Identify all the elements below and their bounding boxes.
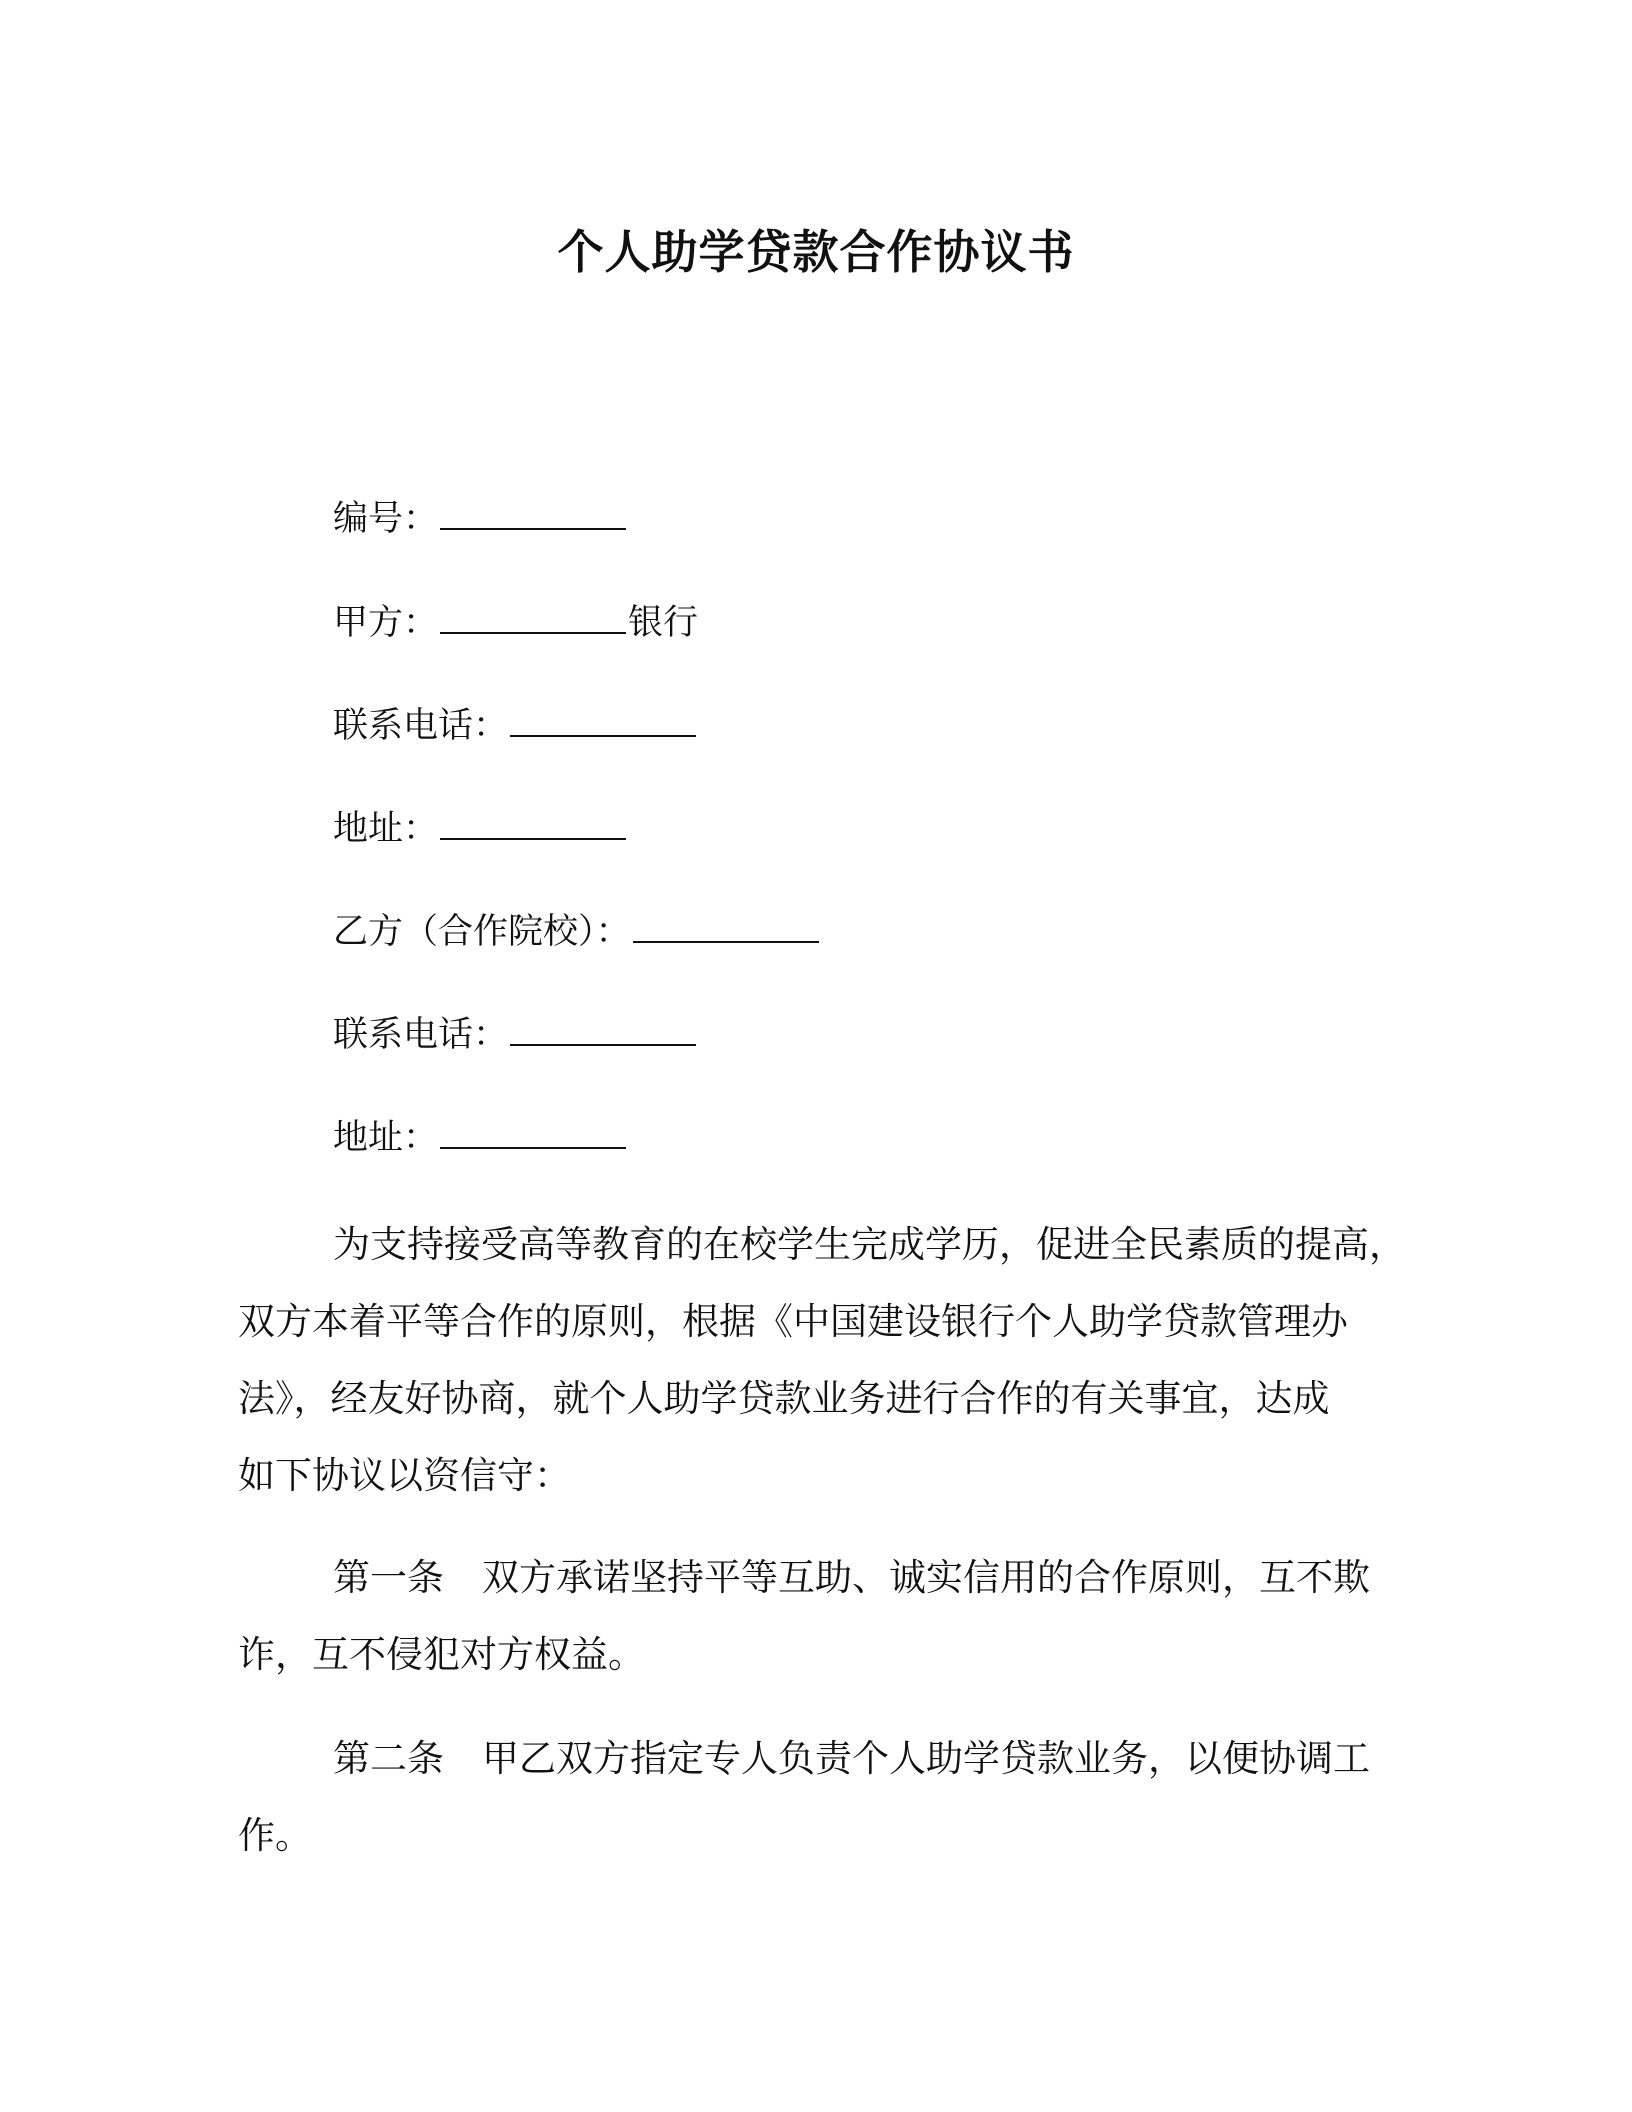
party-a-address-label: 地址： — [333, 809, 439, 849]
party-a-label: 甲方： — [333, 603, 439, 643]
preamble-line: 为支持接受高等教育的在校学生完成学历，促进全民素质的提高， — [333, 1223, 1406, 1266]
article-2-heading: 第二条 — [333, 1737, 444, 1780]
article-2-text: 甲乙双方指定专人负责个人助学贷款业务，以便协调工 — [482, 1737, 1370, 1780]
article-1-heading: 第一条 — [333, 1556, 444, 1599]
party-a-blank — [440, 598, 626, 634]
article-2 — [238, 1720, 1388, 1874]
party-b-field — [333, 907, 821, 957]
preamble-line: 如下协议以资信守： — [238, 1454, 571, 1497]
party-b-blank — [633, 907, 819, 943]
document-title: 个人助学贷款合作协议书 — [557, 225, 1075, 279]
party-b-phone-field — [333, 1010, 698, 1060]
party-a-phone-label: 联系电话： — [333, 706, 509, 746]
preamble-line: 法》，经友好协商，就个人助学贷款业务进行合作的有关事宜，达成 — [238, 1377, 1330, 1420]
number-label: 编号： — [333, 499, 439, 539]
article-1-text: 双方承诺坚持平等互助、诚实信用的合作原则，互不欺 — [482, 1556, 1370, 1599]
party-a-field — [333, 598, 698, 648]
article-1-line: 诈，互不侵犯对方权益。 — [238, 1633, 645, 1676]
party-b-phone-label: 联系电话： — [333, 1015, 509, 1055]
party-b-phone-blank — [510, 1010, 696, 1046]
party-a-address-field — [333, 804, 628, 854]
article-2-line — [238, 1720, 1388, 1797]
party-b-label: 乙方（合作院校）： — [333, 912, 631, 952]
party-a-phone-field — [333, 701, 698, 751]
party-b-address-label: 地址： — [333, 1118, 439, 1158]
preamble-line: 双方本着平等合作的原则，根据《中国建设银行个人助学贷款管理办 — [238, 1300, 1348, 1343]
article-1-line — [238, 1539, 1388, 1616]
party-a-address-blank — [440, 804, 626, 840]
number-blank — [440, 494, 626, 530]
preamble-paragraph — [238, 1206, 1406, 1514]
party-a-phone-blank — [510, 701, 696, 737]
article-1 — [238, 1539, 1388, 1693]
party-a-suffix: 银行 — [628, 603, 699, 643]
party-b-address-field — [333, 1113, 628, 1163]
number-field — [333, 494, 628, 544]
party-b-address-blank — [440, 1113, 626, 1149]
article-2-line: 作。 — [238, 1814, 312, 1857]
